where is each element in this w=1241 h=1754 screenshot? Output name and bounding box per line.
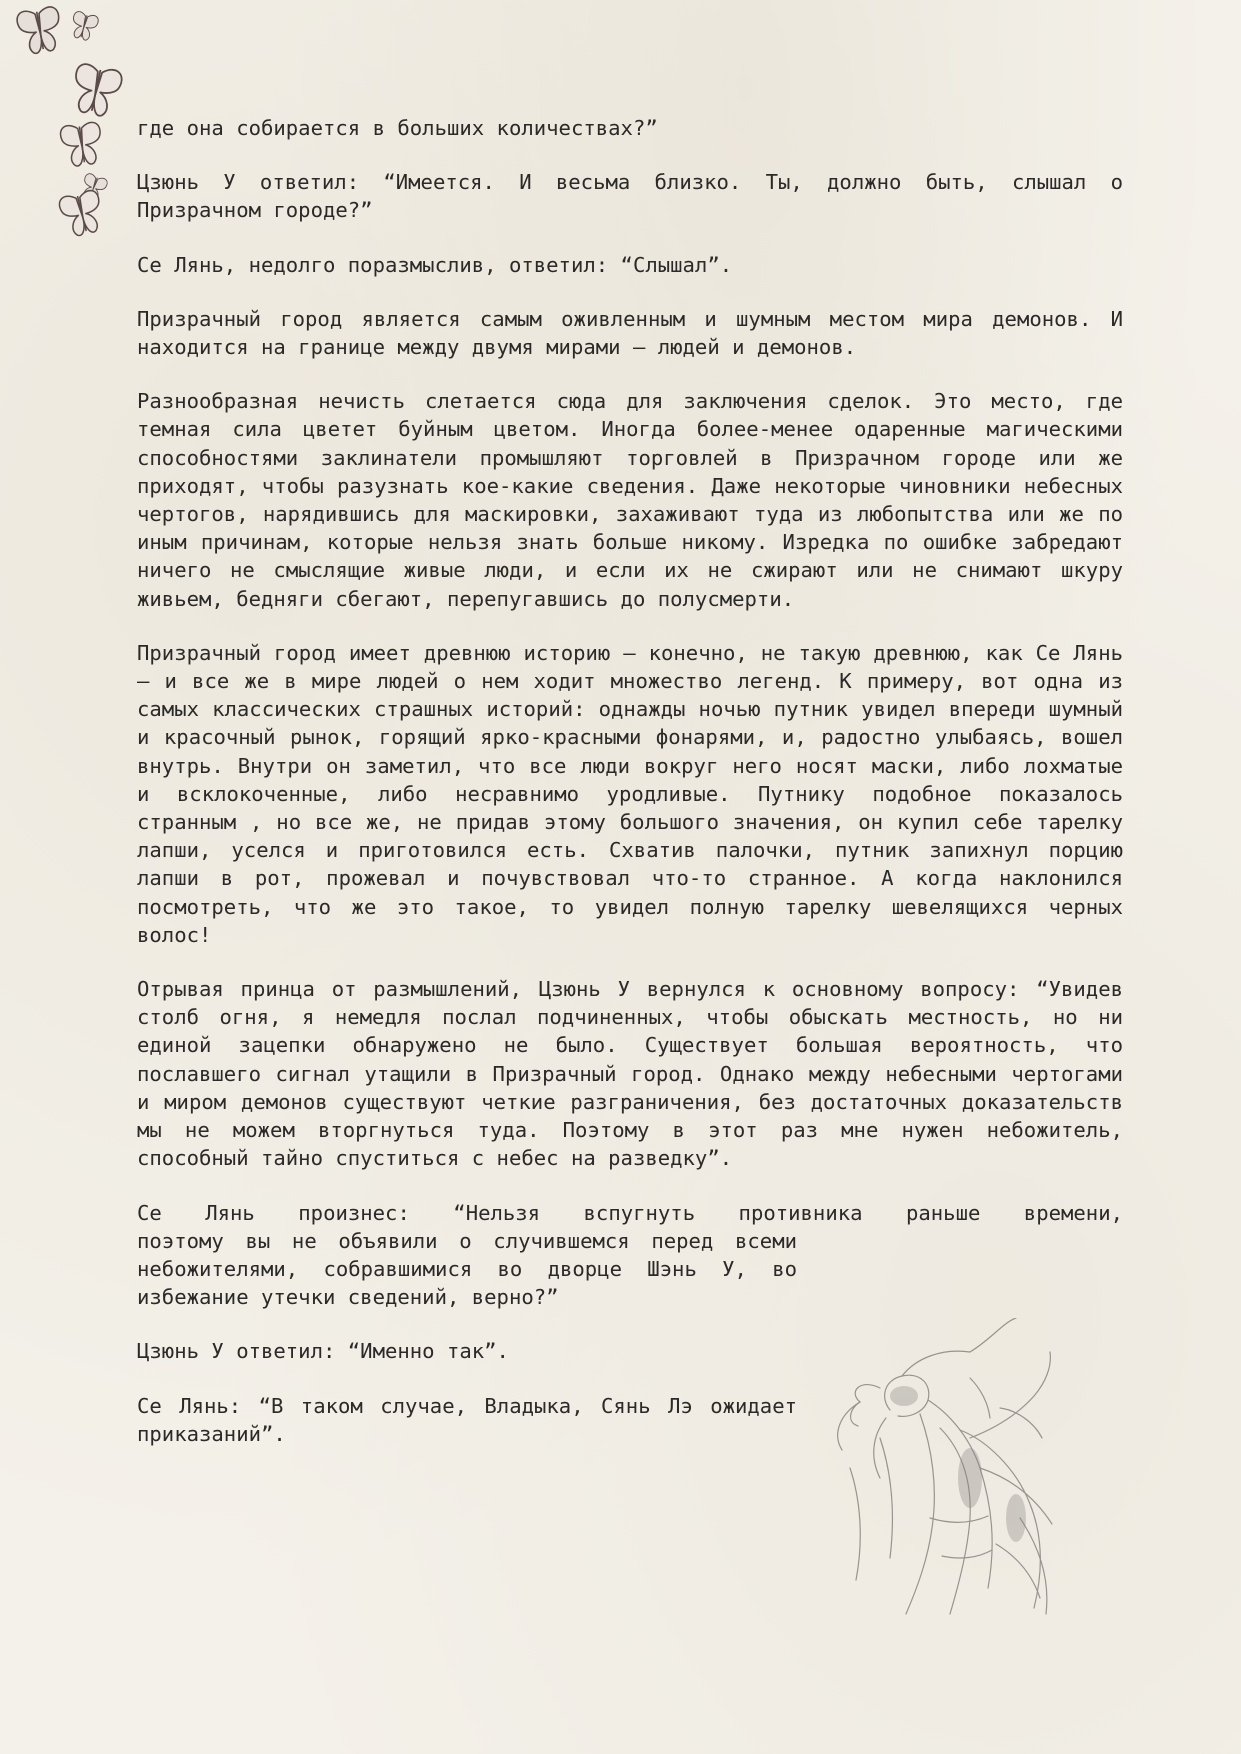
- paragraph: Цзюнь У ответил: “Имеется. И весьма близко. Ты, должно быть, слышал о Призрачном городе?”: [137, 170, 1123, 223]
- paragraph: Се Лянь, недолго поразмыслив, ответил: “Слышал”.: [137, 252, 733, 277]
- paragraph-first-line: Се Лянь произнес: “Нельзя вспугнуть противника раньше времени,: [137, 1200, 1123, 1225]
- butterfly-icon: [59, 121, 104, 167]
- butterfly-icon: [69, 62, 124, 118]
- paragraph: Разнообразная нечисть слетается сюда для заключения сделок. Это место, где темная сила цветет буйным цветом. Иногда более-менее одаренные магическими способностями заклинатели промышляют торговлей в Призрачном городе или же приходят, чтобы разузнать кое-какие сведения. Даже некоторые чиновники небесных чертогов, нарядившись для маскировки, захаживают туда из любопытства или же по иным причинам, которые нельзя знать больше никому. Изредка по ошибке забредают ничего не смыслящие живые люди, и если их не сжирают или не снимают шкуру живьем, бедняги сбегают, перепугавшись до полусмерти.: [137, 389, 1123, 611]
- paragraph-rest: поэтому вы не объявили о случившемся перед всеми небожителями, собравшимися во дворце Шэнь У, во избежание утечки сведений, верно?”: [137, 1228, 797, 1310]
- sketch-figure-illustration: [820, 1318, 1140, 1618]
- butterfly-icon: [69, 10, 100, 42]
- paragraph: Се Лянь: “В таком случае, Владыка, Сянь Лэ ожидает приказаний”.: [137, 1393, 797, 1446]
- paragraph: Цзюнь У ответил: “Именно так”.: [137, 1339, 509, 1364]
- paragraph: где она собирается в больших количествах?”: [137, 116, 658, 140]
- butterfly-decoration: [0, 0, 140, 260]
- paragraph: Отрывая принца от размышлений, Цзюнь У вернулся к основному вопросу: “Увидев столб огня, я немедля послал подчиненных, чтобы обыскать местность, но ни единой зацепки обнаружено не было. Существует большая вероятность, что пославшего сигнал утащили в Призрачный город. Однако между небесными чертогами и миром демонов существуют четкие разграничения, без достаточных доказательств мы не можем вторгнуться туда. Поэтому в этот раз мне нужен небожитель, способный тайно спуститься с небес на разведку”.: [137, 977, 1123, 1171]
- paragraph-split: [137, 1199, 1123, 1312]
- paragraph: Призрачный город имеет древнюю историю — конечно, не такую древнюю, как Се Лянь — и все же в мире людей о нем ходит множество легенд. К примеру, вот одна из самых классических страшных историй: однажды ночью путник увидел впереди шумный и красочный рынок, горящий ярко-красными фонарями, и, радостно улыбаясь, вошел внутрь. Внутри он заметил, что все люди вокруг него носят маски, либо лохматые и всклокоченные, либо несравнимо уродливые. Путнику подобное показалось странным , но все же, не придав этому большого значения, он купил себе тарелку лапши, уселся и приготовился есть. Схватив палочки, путник запихнул порцию лапши в рот, прожевал и почувствовал что-то странное. А когда наклонился посмотреть, что же это такое, то увидел полную тарелку шевелящихся черных волос!: [137, 640, 1123, 947]
- text-column: [137, 114, 1123, 1474]
- butterfly-icon: [58, 189, 107, 239]
- paragraph: Призрачный город является самым оживленным и шумным местом мира демонов. И находится на границе между двумя мирами — людей и демонов.: [137, 306, 1123, 360]
- butterfly-icon: [16, 6, 65, 56]
